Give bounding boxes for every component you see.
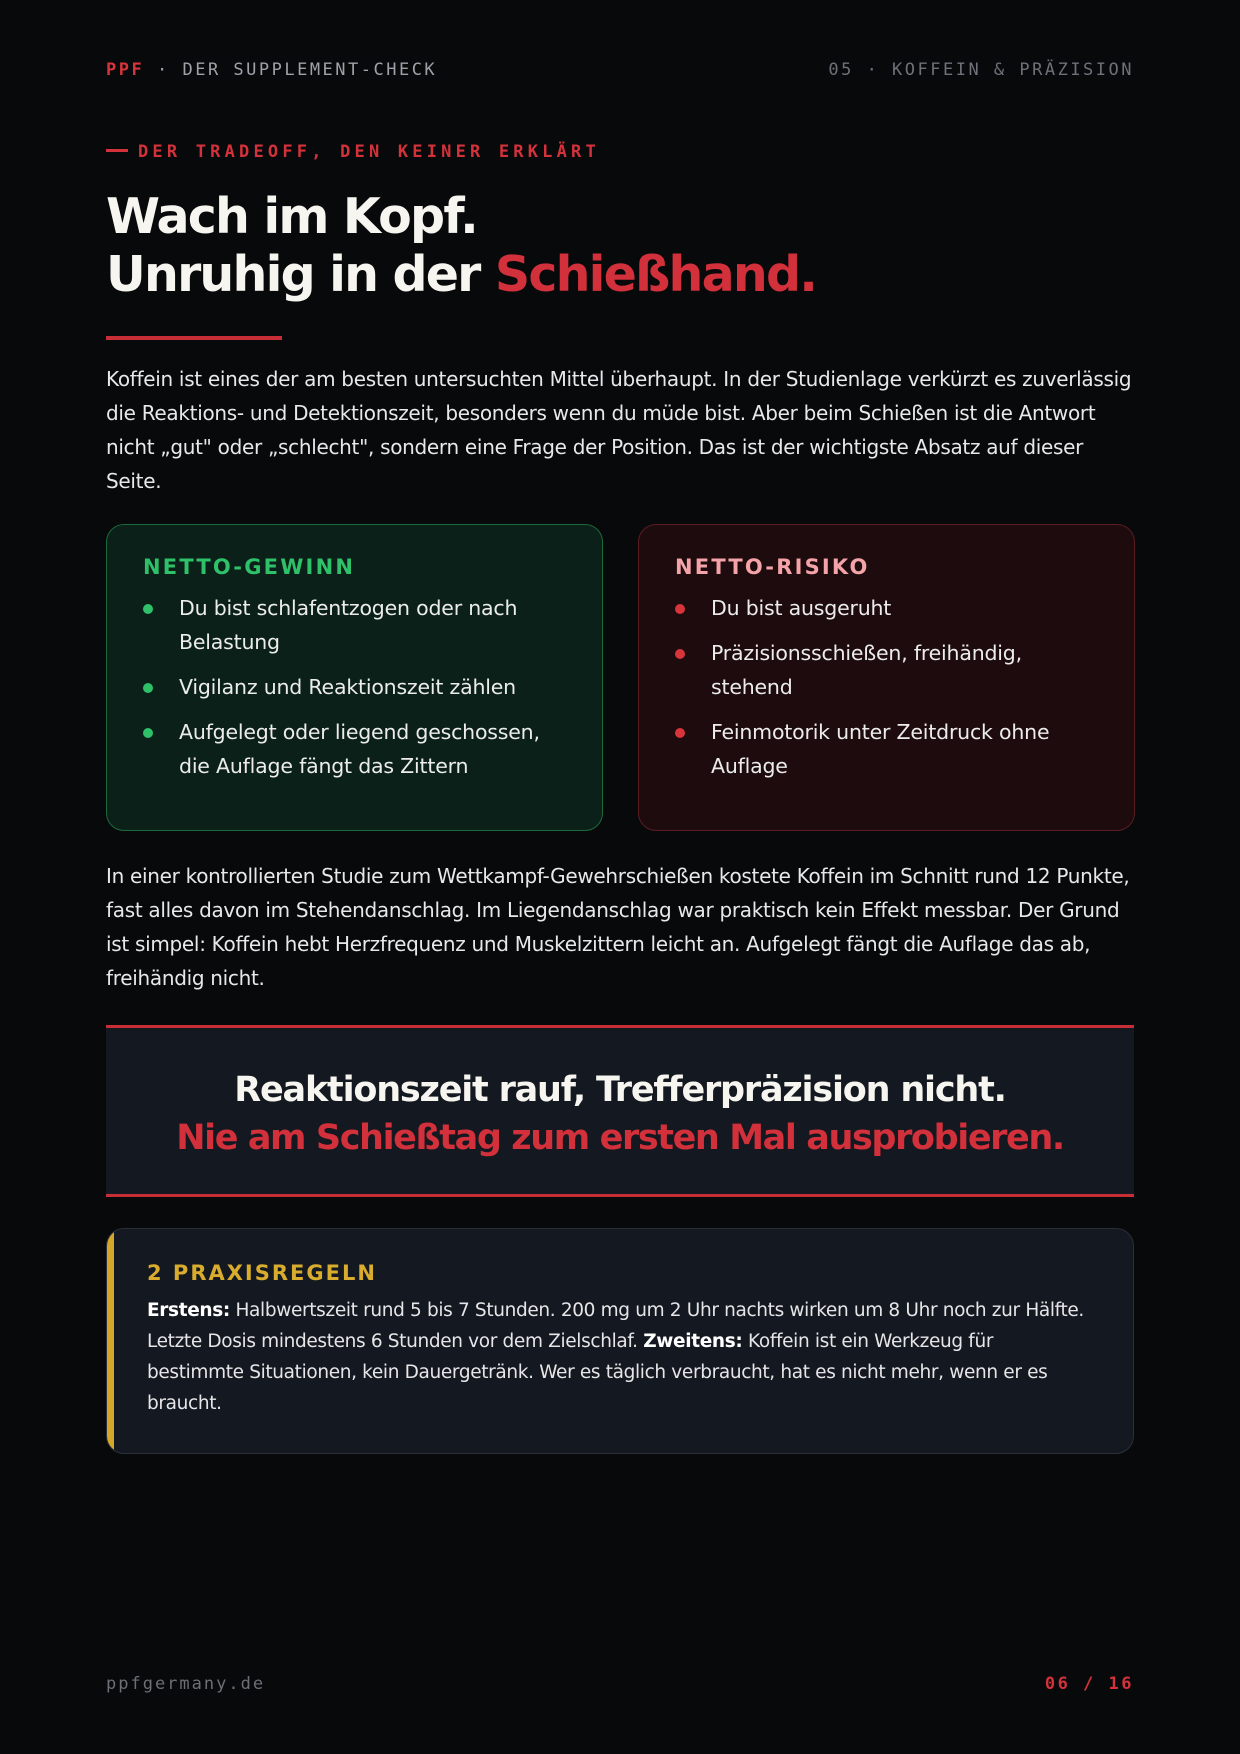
headline-line-1: Wach im Kopf. — [106, 188, 477, 245]
header-left — [106, 60, 437, 80]
bullet-dot-icon — [675, 728, 685, 738]
list-item — [143, 670, 566, 704]
list-item-text: Du bist schlafentzogen oder nach Belastung — [179, 596, 518, 654]
page-number: 06 / 16 — [1044, 1674, 1134, 1694]
list-item-text: Du bist ausgeruht — [711, 596, 892, 620]
net-gain-card — [106, 524, 603, 831]
bullet-dot-icon — [143, 683, 153, 693]
publication-title: DER SUPPLEMENT-CHECK — [182, 60, 438, 80]
top-bar — [106, 60, 1134, 82]
rules-text — [147, 1295, 1093, 1419]
net-risk-card — [638, 524, 1135, 831]
practice-rules-box — [106, 1228, 1134, 1454]
title-divider — [106, 336, 282, 340]
list-item — [675, 715, 1098, 783]
brand-mark: PPF — [106, 60, 145, 80]
net-gain-title: NETTO-GEWINN — [143, 555, 356, 579]
header-separator: · — [156, 60, 170, 80]
bullet-dot-icon — [675, 604, 685, 614]
banner-line-2: Nie am Schießtag zum ersten Mal ausprobieren. — [176, 1118, 1064, 1158]
bullet-dot-icon — [143, 604, 153, 614]
list-item-text: Aufgelegt oder liegend geschossen, die Auflage fängt das Zittern — [179, 720, 540, 778]
banner-line-1: Reaktionszeit rauf, Trefferpräzision nicht. — [234, 1070, 1006, 1110]
kicker — [106, 142, 600, 162]
list-item — [143, 715, 566, 783]
callout-banner — [106, 1025, 1134, 1197]
kicker-text: DER TRADEOFF, DEN KEINER ERKLÄRT — [138, 142, 600, 162]
study-paragraph: In einer kontrollierten Studie zum Wettkampf-Gewehrschießen kostete Koffein im Schnitt rund 12 Punkte, fast alles davon im Stehendanschlag. Im Liegendanschlag war praktisch kein Effekt messbar. Der Grund ist simpel: Koffein hebt Herzfrequenz und Muskelzittern leicht an. Aufgelegt fängt die Auflage das ab, freihändig nicht. — [106, 864, 1130, 990]
rule-second-text: Koffein ist ein Werkzeug für bestimmte Situationen, kein Dauergetränk. Wer es täglich verbraucht, hat es nicht mehr, wenn er es braucht. — [147, 1331, 1048, 1414]
list-item — [675, 636, 1098, 704]
net-risk-list — [675, 591, 1098, 783]
kicker-dash-icon — [106, 149, 128, 152]
net-risk-title: NETTO-RISIKO — [675, 555, 870, 579]
bullet-dot-icon — [675, 649, 685, 659]
headline-line-2-prefix: Unruhig in der — [106, 246, 480, 303]
rules-accent-bar — [107, 1229, 114, 1453]
list-item-text: Feinmotorik unter Zeitdruck ohne Auflage — [711, 720, 1050, 778]
rule-first-text: Halbwertszeit rund 5 bis 7 Stunden. 200 mg um 2 Uhr nachts wirken um 8 Uhr noch zur Hälfte. Letzte Dosis mindestens 6 Stunden vor dem Zielschlaf. — [147, 1300, 1084, 1352]
list-item — [675, 591, 1098, 625]
footer-site: ppfgermany.de — [106, 1674, 266, 1694]
page-title — [106, 188, 816, 304]
rule-second-label: Zweitens: — [643, 1331, 743, 1352]
list-item-text: Präzisionsschießen, freihändig, stehend — [711, 641, 1022, 699]
intro-paragraph: Koffein ist eines der am besten untersuchten Mittel überhaupt. In der Studienlage verkürzt es zuverlässig die Reaktions- und Detektionszeit, besonders wenn du müde bist. Aber beim Schießen ist die Antwort nicht „gut" oder „schlecht", sondern eine Frage der Position. Das ist der wichtigste Absatz auf dieser Seite. — [106, 367, 1132, 493]
net-gain-list — [143, 591, 566, 783]
section-label: 05 · KOFFEIN & PRÄZISION — [828, 60, 1134, 80]
list-item — [143, 591, 566, 659]
bullet-dot-icon — [143, 728, 153, 738]
rule-first-label: Erstens: — [147, 1300, 230, 1321]
rules-title: 2 PRAXISREGELN — [147, 1261, 377, 1285]
headline-line-2-accent: Schießhand. — [494, 246, 817, 303]
list-item-text: Vigilanz und Reaktionszeit zählen — [179, 675, 516, 699]
